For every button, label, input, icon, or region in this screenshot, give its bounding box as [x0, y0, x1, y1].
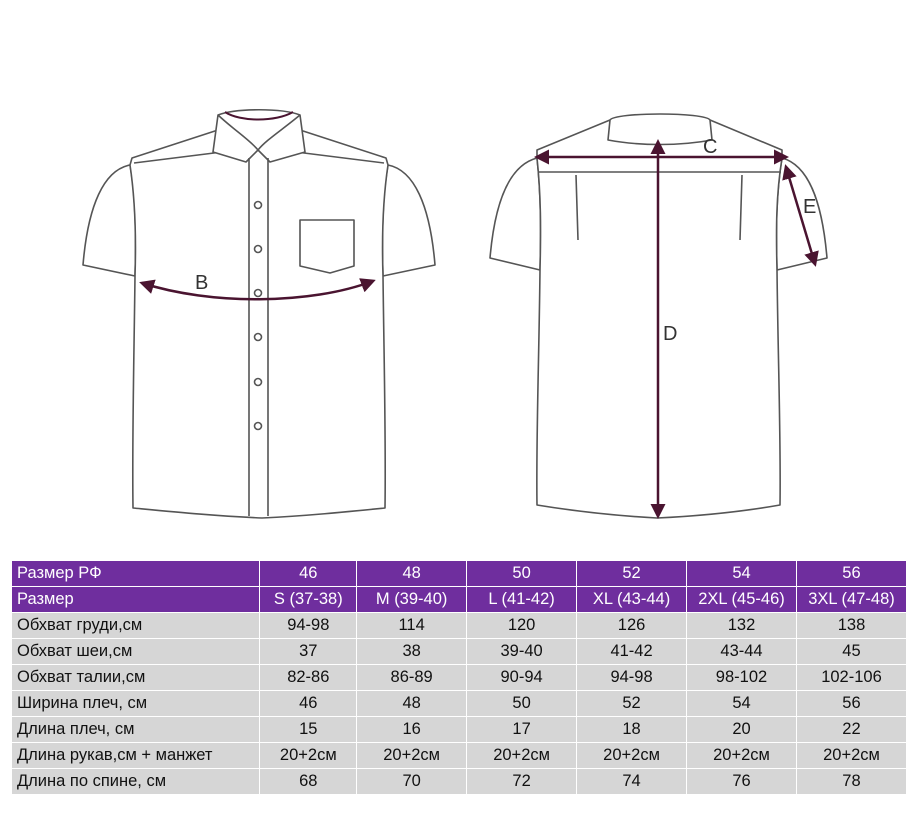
row-label: Длина по спине, см	[12, 769, 260, 795]
label-c: C	[703, 136, 718, 158]
header-row-size	[12, 587, 907, 613]
table-row	[12, 665, 907, 691]
header-cell: 3XL (47-48)	[796, 587, 906, 613]
table-cell: 52	[577, 691, 687, 717]
row-label: Ширина плеч, см	[12, 691, 260, 717]
header-cell: L (41-42)	[467, 587, 577, 613]
table-cell: 86-89	[357, 665, 467, 691]
header-row-ru	[12, 561, 907, 587]
table-cell: 41-42	[577, 639, 687, 665]
table-cell: 76	[687, 769, 797, 795]
table-cell: 20+2см	[357, 743, 467, 769]
header-cell: 48	[357, 561, 467, 587]
table-cell: 74	[577, 769, 687, 795]
table-cell: 18	[577, 717, 687, 743]
header-cell: 52	[577, 561, 687, 587]
header-cell: 50	[467, 561, 577, 587]
table-cell: 22	[796, 717, 906, 743]
header-cell: Размер РФ	[12, 561, 260, 587]
header-cell: M (39-40)	[357, 587, 467, 613]
size-table	[11, 560, 907, 795]
table-cell: 98-102	[687, 665, 797, 691]
table-cell: 38	[357, 639, 467, 665]
table-cell: 90-94	[467, 665, 577, 691]
shirt-front	[83, 110, 435, 518]
table-cell: 39-40	[467, 639, 577, 665]
table-cell: 68	[260, 769, 357, 795]
table-cell: 114	[357, 613, 467, 639]
label-d: D	[663, 323, 678, 345]
row-label: Длина рукав,см + манжет	[12, 743, 260, 769]
table-cell: 56	[796, 691, 906, 717]
header-cell: 54	[687, 561, 797, 587]
table-cell: 94-98	[260, 613, 357, 639]
table-cell: 15	[260, 717, 357, 743]
table-cell: 20+2см	[796, 743, 906, 769]
table-cell: 46	[260, 691, 357, 717]
table-cell: 126	[577, 613, 687, 639]
table-cell: 16	[357, 717, 467, 743]
table-cell: 20+2см	[260, 743, 357, 769]
table-cell: 43-44	[687, 639, 797, 665]
table-cell: 72	[467, 769, 577, 795]
header-cell: XL (43-44)	[577, 587, 687, 613]
label-e: E	[803, 196, 817, 218]
table-cell: 70	[357, 769, 467, 795]
table-cell: 48	[357, 691, 467, 717]
table-cell: 20+2см	[577, 743, 687, 769]
table-cell: 20+2см	[467, 743, 577, 769]
header-cell: 2XL (45-46)	[687, 587, 797, 613]
table-row	[12, 691, 907, 717]
table-row	[12, 769, 907, 795]
table-row	[12, 613, 907, 639]
table-cell: 82-86	[260, 665, 357, 691]
label-b: B	[195, 272, 209, 294]
table-row	[12, 717, 907, 743]
table-cell: 17	[467, 717, 577, 743]
row-label: Обхват талии,см	[12, 665, 260, 691]
header-cell: 56	[796, 561, 906, 587]
table-cell: 20	[687, 717, 797, 743]
table-cell: 138	[796, 613, 906, 639]
table-row	[12, 743, 907, 769]
table-cell: 102-106	[796, 665, 906, 691]
table-cell: 20+2см	[687, 743, 797, 769]
row-label: Обхват шеи,см	[12, 639, 260, 665]
table-cell: 120	[467, 613, 577, 639]
table-cell: 37	[260, 639, 357, 665]
header-cell: 46	[260, 561, 357, 587]
header-cell: S (37-38)	[260, 587, 357, 613]
table-cell: 132	[687, 613, 797, 639]
row-label: Обхват груди,см	[12, 613, 260, 639]
row-label: Длина плеч, см	[12, 717, 260, 743]
table-cell: 45	[796, 639, 906, 665]
table-row	[12, 639, 907, 665]
header-cell: Размер	[12, 587, 260, 613]
table-cell: 78	[796, 769, 906, 795]
table-cell: 50	[467, 691, 577, 717]
table-cell: 54	[687, 691, 797, 717]
table-cell: 94-98	[577, 665, 687, 691]
